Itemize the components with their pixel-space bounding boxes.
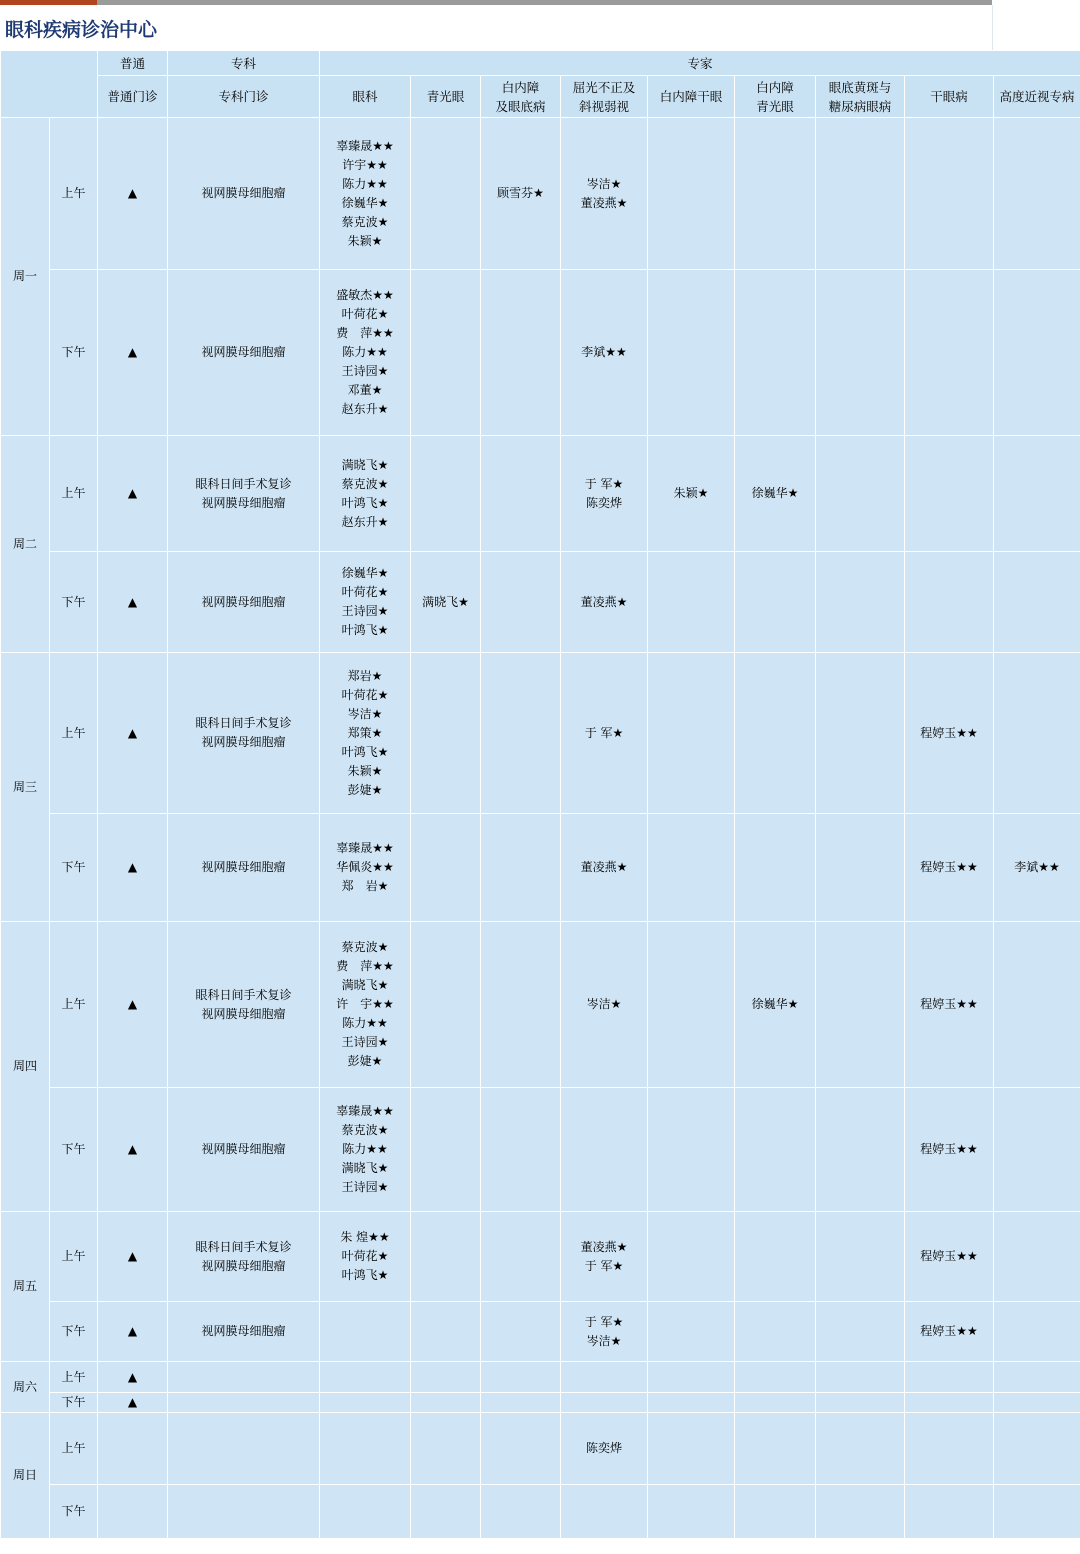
group-special: 专科	[168, 51, 320, 76]
expert-cell-cataract-dry	[648, 1393, 735, 1413]
doctor-entry: 盛敏杰★★	[336, 288, 394, 302]
doctor-entry: 程婷玉★★	[920, 997, 978, 1011]
col-refraction: 屈光不正及 斜视弱视	[561, 76, 648, 118]
expert-cell-ophth	[320, 1485, 411, 1539]
special-clinic-cell	[168, 1212, 320, 1302]
schedule-row	[1, 1362, 1080, 1393]
general-clinic-mark: ▲	[98, 552, 168, 653]
doctor-entry: 邓董★	[347, 383, 383, 397]
expert-cell-cataract-dry	[648, 436, 735, 552]
expert-cell-ophth	[320, 1413, 411, 1485]
doctor-entry: 岑洁★	[586, 1333, 622, 1348]
doctor-entry: 徐巍华★	[751, 486, 799, 500]
special-clinic-cell	[168, 270, 320, 436]
doctor-entry: 岑洁★	[586, 176, 622, 191]
special-clinic-cell	[168, 653, 320, 814]
expert-cell-cataract-dry	[648, 270, 735, 436]
doctor-entry: 陈奕烨	[585, 1441, 622, 1455]
doctor-entry: 赵东升★	[341, 514, 389, 529]
expert-cell-cataract-fundus	[481, 1088, 561, 1212]
session-label: 上午	[50, 436, 98, 552]
doctor-entry: 许宇★★	[342, 157, 388, 172]
general-clinic-mark: ▲	[98, 922, 168, 1088]
doctor-entry: 程婷玉★★	[920, 1324, 978, 1338]
expert-cell-dryeye	[905, 653, 994, 814]
expert-cell-myopia	[994, 653, 1080, 814]
schedule-table	[0, 50, 1080, 1539]
title-spacer	[992, 5, 1080, 50]
expert-cell-macular	[816, 1302, 905, 1362]
expert-cell-glaucoma	[411, 814, 481, 922]
expert-cell-refraction	[561, 118, 648, 270]
expert-cell-ophth	[320, 270, 411, 436]
expert-cell-dryeye	[905, 814, 994, 922]
expert-cell-refraction	[561, 653, 648, 814]
expert-cell-dryeye	[905, 1212, 994, 1302]
general-clinic-mark: ▲	[98, 270, 168, 436]
expert-cell-dryeye	[905, 118, 994, 270]
doctor-entry: 董凌燕★	[580, 195, 628, 210]
doctor-entry: 满晓飞★	[341, 978, 389, 992]
doctor-entry: 于 军★	[584, 1258, 624, 1273]
doctor-entry: 叶鸿飞★	[341, 1268, 389, 1282]
expert-cell-cataract-glaucoma	[735, 436, 816, 552]
general-clinic-mark: ▲	[98, 1212, 168, 1302]
expert-cell-cataract-fundus	[481, 1302, 561, 1362]
session-label: 下午	[50, 1393, 98, 1413]
session-label: 上午	[50, 1362, 98, 1393]
schedule-row	[1, 1302, 1080, 1362]
expert-cell-dryeye	[905, 1393, 994, 1413]
col-glaucoma: 青光眼	[411, 76, 481, 118]
expert-cell-glaucoma	[411, 1212, 481, 1302]
doctor-entry: 视网膜母细胞瘤	[201, 735, 286, 749]
doctor-entry: 程婷玉★★	[920, 725, 978, 740]
doctor-entry: 眼科日间手术复诊	[195, 987, 292, 1002]
general-clinic-mark: ▲	[98, 1088, 168, 1212]
doctor-entry: 蔡克波★	[341, 214, 389, 229]
expert-cell-glaucoma	[411, 436, 481, 552]
doctor-entry: 视网膜母细胞瘤	[201, 860, 286, 874]
special-clinic-cell	[168, 1413, 320, 1485]
expert-cell-refraction	[561, 1088, 648, 1212]
expert-cell-cataract-glaucoma	[735, 1362, 816, 1393]
expert-cell-cataract-fundus	[481, 270, 561, 436]
expert-cell-cataract-glaucoma	[735, 118, 816, 270]
doctor-entry: 视网膜母细胞瘤	[201, 1258, 286, 1273]
doctor-entry: 满晓飞★	[341, 457, 389, 472]
session-label: 下午	[50, 1302, 98, 1362]
doctor-entry: 叶鸿飞★	[341, 495, 389, 510]
session-label: 下午	[50, 814, 98, 922]
session-label: 上午	[50, 922, 98, 1088]
doctor-entry: 视网膜母细胞瘤	[201, 1006, 286, 1021]
general-clinic-mark: ▲	[98, 436, 168, 552]
expert-cell-glaucoma	[411, 1088, 481, 1212]
session-label: 下午	[50, 1485, 98, 1539]
expert-cell-myopia	[994, 922, 1080, 1088]
expert-cell-glaucoma	[411, 922, 481, 1088]
schedule-row	[1, 1485, 1080, 1539]
expert-cell-myopia	[994, 1485, 1080, 1539]
special-clinic-cell	[168, 436, 320, 552]
expert-cell-myopia	[994, 436, 1080, 552]
expert-cell-cataract-glaucoma	[735, 1485, 816, 1539]
expert-cell-cataract-dry	[648, 1212, 735, 1302]
expert-cell-cataract-fundus	[481, 118, 561, 270]
day-label: 周三	[1, 653, 50, 922]
expert-cell-cataract-fundus	[481, 1212, 561, 1302]
special-clinic-cell	[168, 814, 320, 922]
expert-cell-cataract-fundus	[481, 552, 561, 653]
schedule-row	[1, 1413, 1080, 1485]
group-expert: 专家	[320, 51, 1080, 76]
doctor-entry: 叶荷花★	[341, 585, 389, 599]
schedule-row	[1, 1212, 1080, 1302]
expert-cell-refraction	[561, 552, 648, 653]
expert-cell-dryeye	[905, 436, 994, 552]
doctor-entry: 徐巍华★	[751, 997, 799, 1011]
col-myopia: 高度近视专病	[994, 76, 1080, 118]
expert-cell-myopia	[994, 1212, 1080, 1302]
expert-cell-refraction	[561, 1393, 648, 1413]
schedule-row	[1, 1393, 1080, 1413]
expert-cell-cataract-dry	[648, 653, 735, 814]
schedule-row	[1, 922, 1080, 1088]
doctor-entry: 视网膜母细胞瘤	[201, 495, 286, 510]
expert-cell-macular	[816, 1088, 905, 1212]
doctor-entry: 蔡克波★	[341, 1123, 389, 1137]
expert-cell-macular	[816, 1362, 905, 1393]
doctor-entry: 视网膜母细胞瘤	[201, 1324, 286, 1338]
session-label: 上午	[50, 653, 98, 814]
doctor-entry: 朱颖★	[347, 233, 383, 248]
doctor-entry: 陈奕烨	[585, 495, 622, 510]
expert-cell-dryeye	[905, 1362, 994, 1393]
header-row-groups	[1, 51, 1080, 76]
expert-cell-dryeye	[905, 922, 994, 1088]
expert-cell-dryeye	[905, 270, 994, 436]
expert-cell-cataract-glaucoma	[735, 1212, 816, 1302]
expert-cell-macular	[816, 1212, 905, 1302]
expert-cell-cataract-dry	[648, 1362, 735, 1393]
doctor-entry: 彭婕★	[347, 782, 383, 797]
expert-cell-cataract-fundus	[481, 1393, 561, 1413]
doctor-entry: 董凌燕★	[580, 860, 628, 874]
expert-cell-refraction	[561, 1362, 648, 1393]
doctor-entry: 陈力★★	[342, 345, 388, 359]
col-general: 普通门诊	[98, 76, 168, 118]
expert-cell-ophth	[320, 436, 411, 552]
expert-cell-cataract-dry	[648, 1302, 735, 1362]
col-dryeye: 干眼病	[905, 76, 994, 118]
doctor-entry: 于 军★	[584, 476, 624, 491]
header-row-columns	[1, 76, 1080, 118]
special-clinic-cell	[168, 922, 320, 1088]
expert-cell-dryeye	[905, 1302, 994, 1362]
col-cataract-glaucoma: 白内障 青光眼	[735, 76, 816, 118]
expert-cell-ophth	[320, 1362, 411, 1393]
doctor-entry: 费 萍★★	[336, 326, 394, 340]
doctor-entry: 于 军★	[584, 1314, 624, 1329]
expert-cell-macular	[816, 118, 905, 270]
special-clinic-cell	[168, 552, 320, 653]
doctor-entry: 王诗园★	[341, 1180, 389, 1194]
doctor-entry: 视网膜母细胞瘤	[201, 594, 286, 609]
expert-cell-glaucoma	[411, 118, 481, 270]
expert-cell-refraction	[561, 1212, 648, 1302]
expert-cell-refraction	[561, 1302, 648, 1362]
expert-cell-macular	[816, 814, 905, 922]
expert-cell-cataract-fundus	[481, 436, 561, 552]
expert-cell-cataract-dry	[648, 118, 735, 270]
expert-cell-cataract-fundus	[481, 1362, 561, 1393]
expert-cell-cataract-dry	[648, 1413, 735, 1485]
doctor-entry: 郑 岩★	[341, 879, 389, 893]
expert-cell-glaucoma	[411, 1302, 481, 1362]
expert-cell-macular	[816, 1393, 905, 1413]
expert-cell-cataract-fundus	[481, 814, 561, 922]
doctor-entry: 董凌燕★	[580, 1239, 628, 1254]
special-clinic-cell	[168, 1485, 320, 1539]
special-clinic-cell	[168, 1362, 320, 1393]
schedule-row	[1, 814, 1080, 922]
general-clinic-mark: ▲	[98, 118, 168, 270]
general-clinic-mark	[98, 1413, 168, 1485]
expert-cell-macular	[816, 270, 905, 436]
general-clinic-mark: ▲	[98, 1302, 168, 1362]
doctor-entry: 朱颖★	[347, 763, 383, 778]
expert-cell-cataract-dry	[648, 1088, 735, 1212]
session-label: 下午	[50, 552, 98, 653]
doctor-entry: 眼科日间手术复诊	[195, 1239, 292, 1254]
expert-cell-glaucoma	[411, 1362, 481, 1393]
expert-cell-macular	[816, 922, 905, 1088]
expert-cell-macular	[816, 1413, 905, 1485]
expert-cell-ophth	[320, 552, 411, 653]
doctor-entry: 程婷玉★★	[920, 1142, 978, 1156]
day-label: 周二	[1, 436, 50, 653]
expert-cell-cataract-fundus	[481, 1413, 561, 1485]
expert-cell-refraction	[561, 814, 648, 922]
doctor-entry: 岑洁★	[586, 997, 622, 1011]
session-label: 下午	[50, 1088, 98, 1212]
doctor-entry: 彭婕★	[347, 1054, 383, 1068]
day-label: 周六	[1, 1362, 50, 1413]
expert-cell-macular	[816, 653, 905, 814]
expert-cell-refraction	[561, 1413, 648, 1485]
doctor-entry: 陈力★★	[342, 176, 388, 191]
expert-cell-myopia	[994, 1362, 1080, 1393]
session-label: 上午	[50, 1212, 98, 1302]
title-row	[0, 5, 1080, 50]
doctor-entry: 李斌★★	[581, 345, 627, 359]
doctor-entry: 视网膜母细胞瘤	[201, 186, 286, 200]
expert-cell-cataract-glaucoma	[735, 1302, 816, 1362]
doctor-entry: 费 萍★★	[336, 959, 394, 973]
day-label: 周四	[1, 922, 50, 1212]
page-title: 眼科疾病诊治中心	[5, 19, 158, 41]
expert-cell-myopia	[994, 118, 1080, 270]
expert-cell-cataract-dry	[648, 814, 735, 922]
expert-cell-myopia	[994, 814, 1080, 922]
expert-cell-cataract-glaucoma	[735, 653, 816, 814]
col-cataract-dry: 白内障干眼	[648, 76, 735, 118]
expert-cell-cataract-fundus	[481, 653, 561, 814]
general-clinic-mark: ▲	[98, 653, 168, 814]
expert-cell-cataract-fundus	[481, 922, 561, 1088]
expert-cell-ophth	[320, 1088, 411, 1212]
doctor-entry: 蔡克波★	[341, 476, 389, 491]
expert-cell-cataract-glaucoma	[735, 552, 816, 653]
doctor-entry: 朱颖★	[673, 486, 709, 500]
col-special: 专科门诊	[168, 76, 320, 118]
doctor-entry: 王诗园★	[341, 1035, 389, 1049]
expert-cell-refraction	[561, 1485, 648, 1539]
expert-cell-glaucoma	[411, 552, 481, 653]
schedule-row	[1, 1088, 1080, 1212]
expert-cell-myopia	[994, 270, 1080, 436]
session-label: 上午	[50, 118, 98, 270]
expert-cell-cataract-glaucoma	[735, 270, 816, 436]
schedule-body	[1, 118, 1080, 1539]
general-clinic-mark: ▲	[98, 1393, 168, 1413]
doctor-entry: 叶鸿飞★	[341, 744, 389, 759]
doctor-entry: 程婷玉★★	[920, 1249, 978, 1263]
doctor-entry: 眼科日间手术复诊	[195, 476, 292, 491]
special-clinic-cell	[168, 1088, 320, 1212]
expert-cell-cataract-glaucoma	[735, 922, 816, 1088]
expert-cell-refraction	[561, 436, 648, 552]
expert-cell-cataract-glaucoma	[735, 1088, 816, 1212]
doctor-entry: 视网膜母细胞瘤	[201, 1142, 286, 1156]
expert-cell-macular	[816, 436, 905, 552]
expert-cell-dryeye	[905, 1485, 994, 1539]
doctor-entry: 郑策★	[347, 725, 383, 740]
doctor-entry: 叶鸿飞★	[341, 623, 389, 637]
doctor-entry: 王诗园★	[341, 364, 389, 378]
expert-cell-macular	[816, 552, 905, 653]
doctor-entry: 顾雪芬★	[497, 186, 544, 200]
expert-cell-cataract-dry	[648, 1485, 735, 1539]
expert-cell-ophth	[320, 118, 411, 270]
doctor-entry: 董凌燕★	[580, 594, 628, 609]
expert-cell-cataract-glaucoma	[735, 1393, 816, 1413]
expert-cell-dryeye	[905, 1413, 994, 1485]
expert-cell-cataract-dry	[648, 922, 735, 1088]
doctor-entry: 于 军★	[584, 725, 624, 740]
doctor-entry: 叶荷花★	[341, 1249, 389, 1263]
expert-cell-dryeye	[905, 1088, 994, 1212]
general-clinic-mark: ▲	[98, 1362, 168, 1393]
col-cataract-fundus: 白内障 及眼底病	[481, 76, 561, 118]
session-label: 上午	[50, 1413, 98, 1485]
doctor-entry: 程婷玉★★	[920, 860, 978, 874]
doctor-entry: 陈力★★	[342, 1016, 388, 1030]
expert-cell-ophth	[320, 814, 411, 922]
expert-cell-glaucoma	[411, 270, 481, 436]
doctor-entry: 满晓飞★	[341, 1161, 389, 1175]
expert-cell-ophth	[320, 922, 411, 1088]
doctor-entry: 郑岩★	[347, 668, 383, 683]
expert-cell-refraction	[561, 922, 648, 1088]
general-clinic-mark: ▲	[98, 814, 168, 922]
doctor-entry: 辜臻晟★★	[336, 138, 394, 153]
expert-cell-cataract-glaucoma	[735, 814, 816, 922]
doctor-entry: 王诗园★	[341, 604, 389, 618]
corner-cell	[1, 51, 98, 118]
expert-cell-myopia	[994, 1302, 1080, 1362]
expert-cell-glaucoma	[411, 653, 481, 814]
doctor-entry: 徐巍华★	[341, 566, 389, 580]
general-clinic-mark	[98, 1485, 168, 1539]
doctor-entry: 蔡克波★	[341, 940, 389, 954]
doctor-entry: 华佩炎★★	[336, 860, 394, 874]
doctor-entry: 辜臻晟★★	[336, 841, 394, 855]
expert-cell-macular	[816, 1485, 905, 1539]
expert-cell-glaucoma	[411, 1393, 481, 1413]
doctor-entry: 徐巍华★	[341, 195, 389, 210]
doctor-entry: 叶荷花★	[341, 307, 389, 321]
day-label: 周一	[1, 118, 50, 436]
doctor-entry: 陈力★★	[342, 1142, 388, 1156]
day-label: 周五	[1, 1212, 50, 1362]
schedule-row	[1, 118, 1080, 270]
expert-cell-myopia	[994, 1088, 1080, 1212]
expert-cell-ophth	[320, 1302, 411, 1362]
col-macular: 眼底黄斑与 糖尿病眼病	[816, 76, 905, 118]
col-ophth: 眼科	[320, 76, 411, 118]
expert-cell-ophth	[320, 1393, 411, 1413]
doctor-entry: 岑洁★	[347, 706, 383, 721]
expert-cell-cataract-fundus	[481, 1485, 561, 1539]
schedule-row	[1, 270, 1080, 436]
special-clinic-cell	[168, 1302, 320, 1362]
expert-cell-cataract-glaucoma	[735, 1413, 816, 1485]
expert-cell-myopia	[994, 1393, 1080, 1413]
doctor-entry: 许 宇★★	[336, 997, 394, 1011]
expert-cell-myopia	[994, 1413, 1080, 1485]
expert-cell-ophth	[320, 653, 411, 814]
doctor-entry: 朱 煌★★	[340, 1230, 390, 1244]
doctor-entry: 叶荷花★	[341, 687, 389, 702]
expert-cell-cataract-dry	[648, 552, 735, 653]
schedule-row	[1, 436, 1080, 552]
doctor-entry: 满晓飞★	[422, 594, 469, 609]
doctor-entry: 眼科日间手术复诊	[195, 716, 292, 730]
special-clinic-cell	[168, 118, 320, 270]
group-general: 普通	[98, 51, 168, 76]
schedule-row	[1, 653, 1080, 814]
expert-cell-refraction	[561, 270, 648, 436]
expert-cell-glaucoma	[411, 1413, 481, 1485]
expert-cell-myopia	[994, 552, 1080, 653]
doctor-entry: 辜臻晟★★	[336, 1104, 394, 1118]
doctor-entry: 李斌★★	[1014, 860, 1060, 874]
day-label: 周日	[1, 1413, 50, 1539]
session-label: 下午	[50, 270, 98, 436]
doctor-entry: 赵东升★	[341, 402, 389, 416]
doctor-entry: 视网膜母细胞瘤	[201, 345, 286, 359]
expert-cell-ophth	[320, 1212, 411, 1302]
special-clinic-cell	[168, 1393, 320, 1413]
schedule-row	[1, 552, 1080, 653]
expert-cell-glaucoma	[411, 1485, 481, 1539]
expert-cell-dryeye	[905, 552, 994, 653]
